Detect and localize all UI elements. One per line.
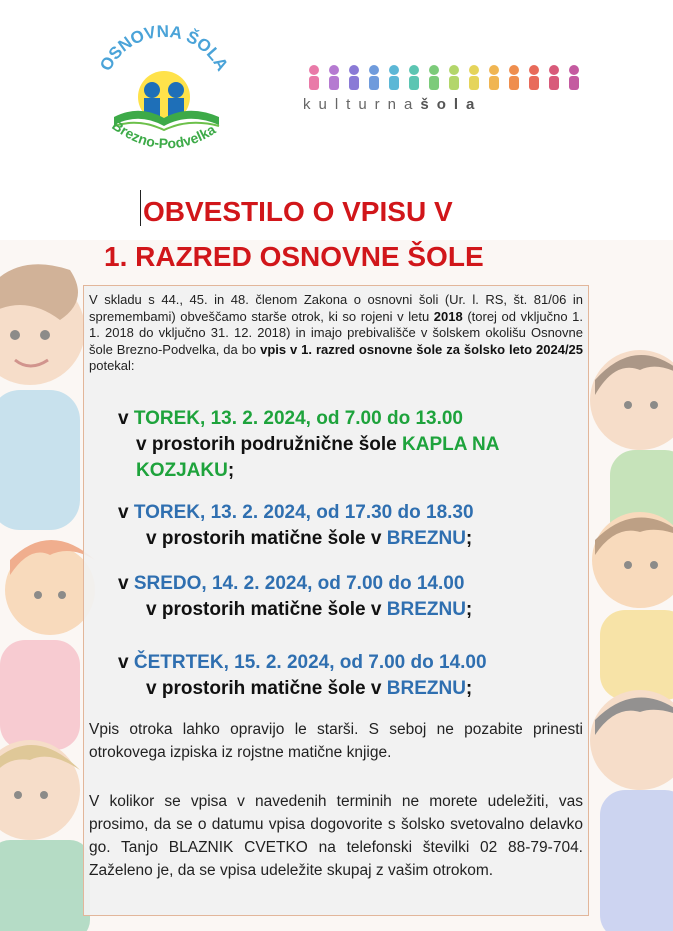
svg-text:OSNOVNA ŠOLA [96,22,232,74]
schedule-3-suffix: ; [465,599,473,620]
paragraph-birth-certificate: Vpis otroka lahko opravijo le starši. S seboj ne pozabite prinesti otrokovega izpiska iz rojstne matične knjige. [89,721,583,761]
schedule-1-suffix: ; [227,460,235,481]
schedule-1-date: TOREK, 13. 2. 2024, od 7.00 do 13.00 [133,408,464,429]
page-title-line-2: 1. RAZRED OSNOVNE ŠOLE [104,241,484,272]
schedule-2-date: TOREK, 13. 2. 2024, od 17.30 do 18.30 [133,502,474,523]
intro-text-1: V skladu s 44., 45. in 48. členom Zakona o osnovni šoli (Ur. l. RS, št. 81/06 in spremembami) obveščamo starše otrok, ki so rojeni v letu [89,292,583,324]
intro-paragraph [89,292,583,375]
schedule-entry-1 [118,406,500,484]
schedule-2-location: v prostorih matične šole v [146,528,387,549]
school-logo-top-text: OSNOVNA ŠOLA [96,22,232,75]
schedule-2-suffix: ; [465,528,473,549]
text-cursor [140,190,141,226]
kultura-word: kulturna [303,96,421,113]
schedule-4-prefix: v [118,652,134,673]
schedule-1-place-a: KAPLA NA [402,434,500,455]
schedule-4-suffix: ; [465,678,473,699]
intro-year: 2018 [433,308,463,324]
intro-text-2: (torej od vključno 1. 1. 2018 do vključno 31. 12. 2018) in imajo prebivališče v šolskem okolišu Osnovne šole Brezno-Podvelka, da bo [89,308,583,357]
page-title-line-1: OBVESTILO O VPISU V [143,196,453,227]
schedule-4-location: v prostorih matične šole v [146,678,387,699]
schedule-4-date: ČETRTEK, 15. 2. 2024, od 7.00 do 14.00 [133,652,487,673]
school-logo [84,22,244,162]
schedule-3-location: v prostorih matične šole v [146,599,387,620]
schedule-entry-3 [118,571,472,623]
intro-text-3: potekal: [89,358,135,374]
schedule-1-prefix: v [118,408,134,429]
schedule-1-location: v prostorih podružnične šole [136,434,403,455]
schedule-entry-4 [118,650,487,702]
schedule-3-place: BREZNU [386,599,466,620]
school-logo-bottom-text: Brezno-Podvelka [109,116,219,152]
schedule-4-place: BREZNU [386,678,466,699]
schedule-2-prefix: v [118,502,134,523]
kulturna-sola-logo-text [303,96,482,113]
schedule-3-prefix: v [118,573,134,594]
schedule-3-date: SREDO, 14. 2. 2024, od 7.00 do 14.00 [133,573,465,594]
schedule-2-place: BREZNU [386,528,466,549]
sola-word: šola [420,96,483,113]
schedule-entry-2 [118,500,474,552]
notice-panel [83,285,589,916]
schedule-1-place-b: KOZJAKU [136,460,228,481]
paragraph-contact: V kolikor se vpisa v navedenih terminih ne morete udeležiti, vas prosimo, da se o datumu vpisa dogovorite s šolsko svetovalno delavko go. Tanjo BLAZNIK CVETKO na telefonski številki 02 88-79-704. Zaželeno je, da se vpisa udeležite skupaj z vašim otrokom. [89,793,583,879]
intro-enrollment-bold: vpis v 1. razred osnovne šole za šolsko leto 2024/25 [260,341,584,357]
